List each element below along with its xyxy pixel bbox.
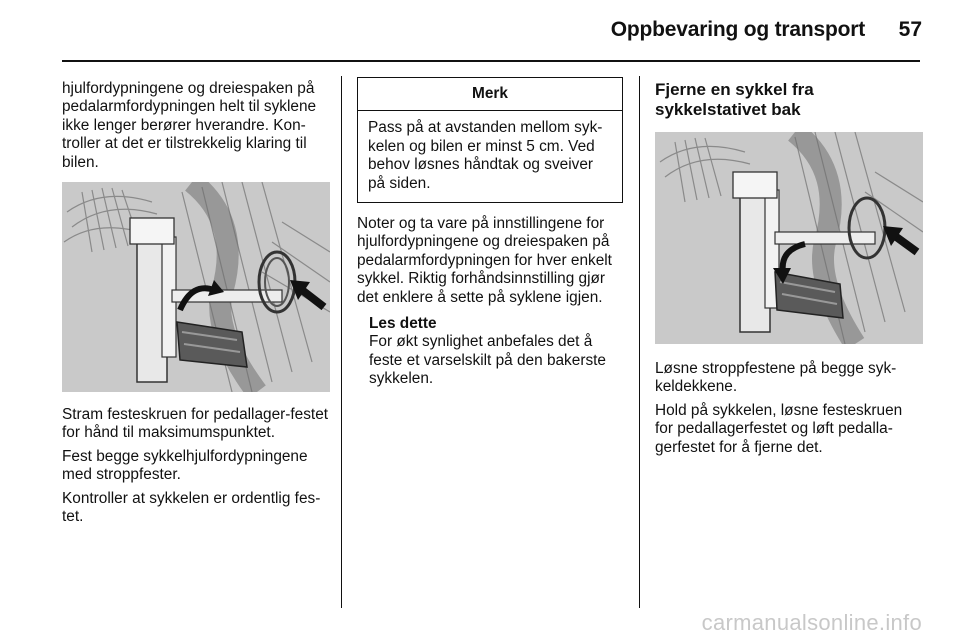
middle-column xyxy=(357,80,627,389)
paragraph-2: Fest begge sykkelhjulfordypningene med stroppfester. xyxy=(62,447,308,484)
note-text: Pass på at avstanden mellom syk-kelen og bilen er minst 5 cm. Ved behov løsnes håndtak og sveiver på siden. xyxy=(368,119,603,192)
page-number: 57 xyxy=(898,18,922,41)
paragraph-1: Løsne stroppfestene på begge syk-keldekkene. xyxy=(655,360,897,396)
readmore-text: For økt synlighet anbefales det å feste et varselskilt på den bakerste sykkelen. xyxy=(369,333,606,388)
section-heading: Fjerne en sykkel fra sykkelstativet bak xyxy=(655,80,814,119)
bike-rack-loosen-illustration xyxy=(655,132,923,344)
intro-paragraph: hjulfordypningene og dreiespaken på pedalarmfordypningen helt til syklene ikke lenger berører hverandre. Kon-troller at det er tilstrekkelig klaring til bilen. xyxy=(62,80,317,171)
paragraph-2: Hold på sykkelen, løsne festeskruen for pedallagerfestet og løft pedalla-gerfestet for å fjerne det. xyxy=(655,401,903,456)
paragraph-1: Stram festeskruen for pedallager-festet for hånd til maksimumspunktet. xyxy=(62,406,329,442)
page-header-title: Oppbevaring og transport xyxy=(610,18,865,41)
settings-paragraph: Noter og ta vare på innstillingene for hjulfordypningene og dreiespaken på pedalarmfordypningen for hver enkelt sykkel. Riktig forhåndsinnstilling gjør det enklere å sette på syklene igjen. xyxy=(357,215,612,306)
column-divider-1 xyxy=(341,76,342,608)
paragraph-3: Kontroller at sykkelen er ordentlig fes-tet. xyxy=(62,489,321,526)
right-column xyxy=(655,80,923,462)
note-title: Merk xyxy=(358,78,622,111)
readmore-block xyxy=(357,315,627,389)
header-rule xyxy=(62,60,920,62)
note-box xyxy=(357,77,623,203)
left-column xyxy=(62,80,330,531)
column-divider-2 xyxy=(639,76,640,608)
bike-rack-tighten-illustration xyxy=(62,182,330,392)
readmore-title: Les dette xyxy=(369,315,437,333)
watermark-text: carmanualsonline.info xyxy=(701,610,922,635)
